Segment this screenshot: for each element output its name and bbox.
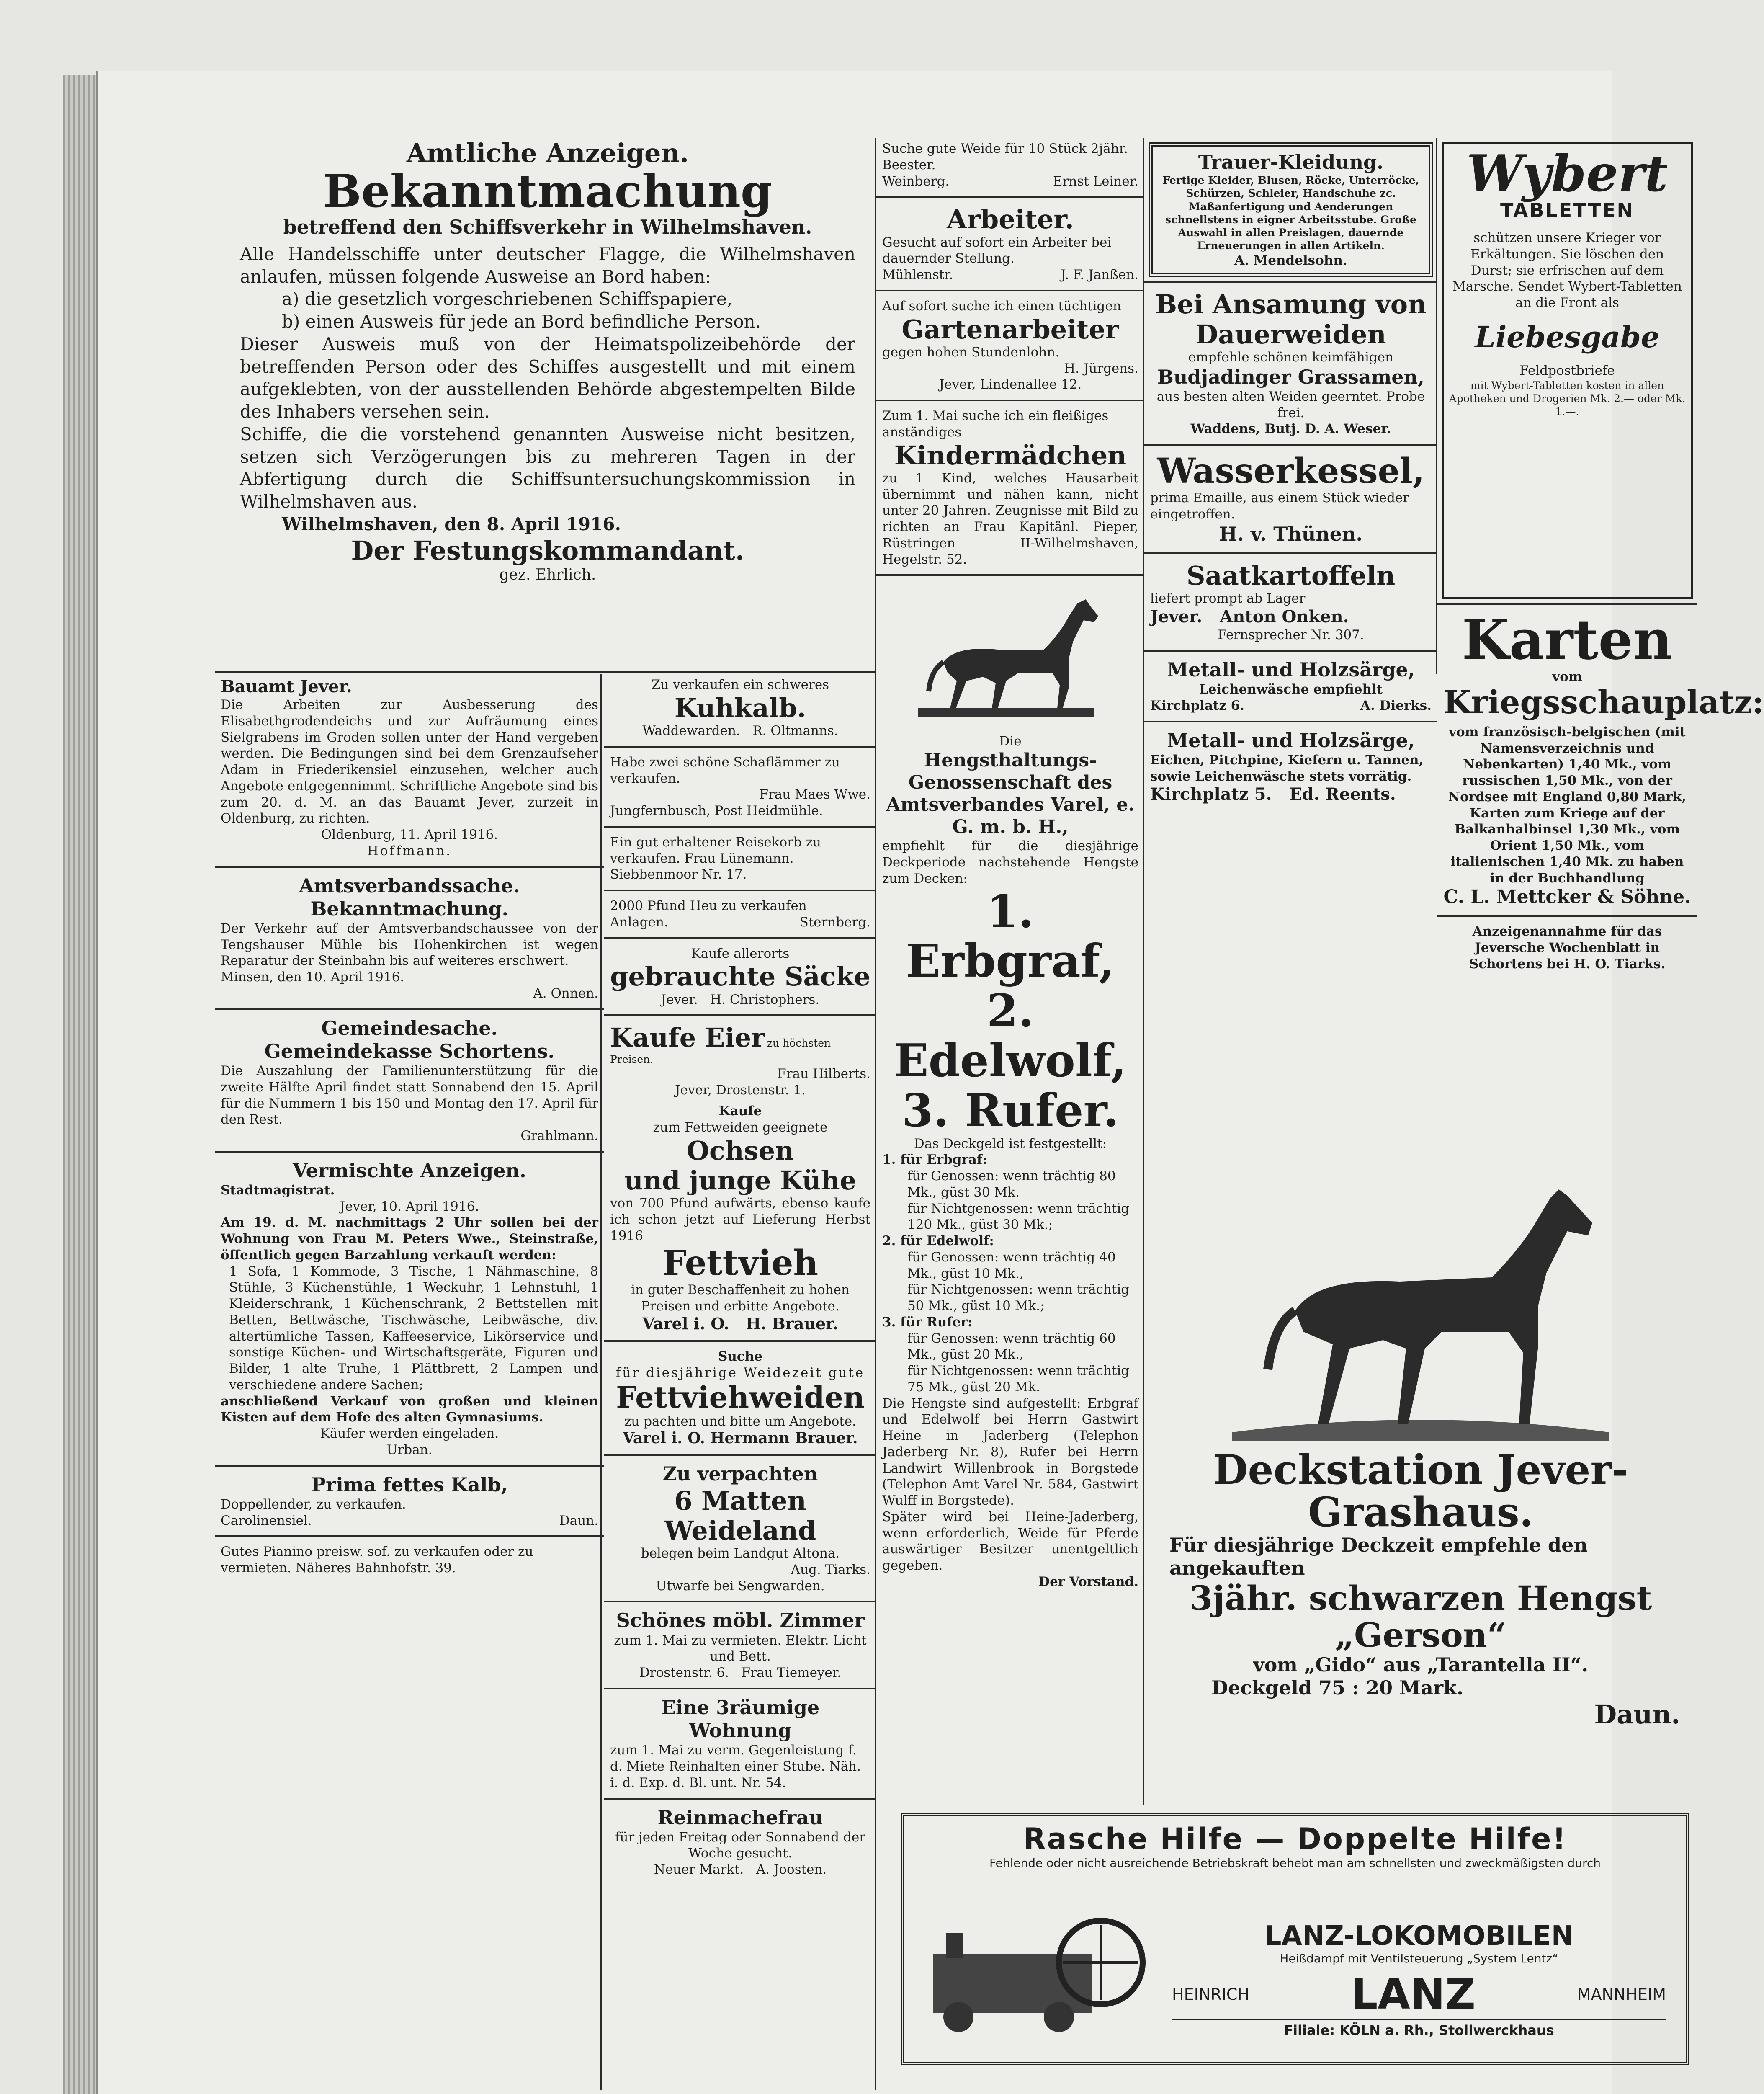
ad-signature: Varel i. O. Hermann Brauer. (623, 1429, 858, 1447)
ad-title: Wasserkessel, (1157, 451, 1425, 492)
notice-paragraph: Dieser Ausweis muß von der Heimatspolizeibehörde der betreffenden Person oder des Schiffes ausgestellt und mit einem aufgeklebten, von der ausstellenden Behörde abgestempelten Bilde des Inhabers versehen sein. (240, 333, 855, 422)
ad-items: 1 Sofa, 1 Kommode, 3 Tische, 1 Nähmaschine, 8 Stühle, 3 Küchenstühle, 1 Weckuhr, 1 Lehnstuhl, 1 Kleiderschrank, 1 Küchenschrank, 2 Bettstellen mit Betten, Bettwäsche, Tischwäsche, Leibwäsche, div. altertümliche Tassen, Kaffeeservice, Likörservice und sonstige Küchen- und Wirtschaftsgeräte, Figuren und Bilder, 1 alte Truhe, 1 Plättbrett, 2 Lampen und verschiedene andere Sachen; (229, 1264, 598, 1393)
ad-karten (1437, 608, 1764, 911)
divider (604, 1601, 876, 1602)
fee-line: für Nichtgenossen: wenn trächtig 75 Mk., güst 20 Mk. (907, 1363, 1130, 1395)
ad-name: Anton Onken. (1220, 607, 1349, 627)
ad-text: Die (999, 734, 1022, 749)
ad-text: empfehle schönen keimfähigen (1188, 350, 1393, 365)
ad-title: 3jähr. schwarzen Hengst „Gerson“ (1189, 1578, 1652, 1655)
ad-arbeiter (876, 202, 1144, 286)
ad-text: Der Verkehr auf der Amtsverbandschaussee von der Tengshauser Mühle bis Hohenkirchen ist wegen Reparatur der Steinbahn bis auf weiteres erschwert. (221, 921, 598, 969)
divider (876, 400, 1144, 401)
ad-hengsthaltung (876, 580, 1144, 1592)
divider (215, 1008, 604, 1010)
divider (604, 890, 876, 891)
ad-name: Daun. (559, 1513, 598, 1528)
ad-wybert (1442, 142, 1693, 599)
ad-bauamt (215, 674, 604, 862)
ad-place: Jever. (661, 992, 698, 1007)
ad-text: Käufer werden eingeladen. (320, 1426, 499, 1442)
ad-name: Daun. (1594, 1699, 1680, 1730)
ad-name: J. F. Janßen. (1061, 267, 1138, 283)
ad-text: Leichenwäsche empfiehlt (1199, 682, 1383, 697)
ad-text: Zum 1. Mai suche ich ein fleißiges anständiges (882, 408, 1109, 440)
ad-name: Frau Hilberts. (777, 1066, 870, 1081)
ad-place: Jever, Lindenallee 12. (939, 377, 1082, 392)
ad-deckstation (1144, 1173, 1697, 1805)
fee-line: für Nichtgenossen: wenn trächtig 50 Mk., güst 10 Mk.; (907, 1282, 1130, 1314)
ad-title: Saatkartoffeln (1186, 560, 1396, 591)
ad-title: Kuhkalb. (674, 692, 806, 723)
ad-wasserkessel (1144, 450, 1437, 548)
ad-signature: Waddens, Butj. D. A. Weser. (1190, 421, 1391, 437)
ad-name: A. Dierks. (1360, 698, 1432, 713)
divider (604, 826, 876, 828)
divider (604, 1340, 876, 1342)
divider (215, 866, 604, 868)
ad-eier (604, 1020, 876, 1101)
brand-logo: LANZ (1351, 1970, 1476, 2019)
ad-title: Metall- und Holzsärge, (1167, 658, 1415, 681)
ad-place: Utwarfe bei Sengwarden. (656, 1578, 825, 1594)
stallion-name: 3. Rufer. (901, 1084, 1119, 1137)
ad-text: liefert prompt ab Lager (1150, 591, 1306, 606)
notice-item-a: a) die gesetzlich vorgeschriebenen Schiffspapiere, (282, 289, 733, 309)
notice-subtitle: betreffend den Schiffsverkehr in Wilhelmshaven. (283, 215, 812, 238)
divider (604, 1798, 876, 1800)
ad-title: Gemeindekasse Schortens. (264, 1039, 555, 1062)
ad-text: Für diesjährige Deckzeit empfehle den angekauften (1169, 1533, 1588, 1579)
horse-illustration (893, 587, 1128, 729)
divider (1144, 281, 1437, 283)
ad-text: für diesjährige Weidezeit gute (615, 1365, 865, 1380)
brand-right: MANNHEIM (1577, 1985, 1666, 2004)
ad-text: Die Hengste sind aufgestellt: Erbgraf und Edelwolf bei Herrn Gastwirt Heine in Jaderberg (Telephon Jaderberg Nr. 8), Rufer bei Herrn Landwirt Willenbrook in Borgstede (Telephon Amt Varel Nr. 584, Gastwirt Wulff in Borgstede). (882, 1395, 1138, 1509)
section-heading: Amtliche Anzeigen. (406, 138, 689, 168)
ad-text: mit Wybert-Tabletten kosten in allen Apotheken und Drogerien Mk. 2.— oder Mk. 1.—. (1449, 379, 1686, 418)
ad-text: Kaufe allerorts (691, 946, 790, 961)
ad-headline: Rasche Hilfe — Doppelte Hilfe! (1023, 1822, 1567, 1856)
newspaper-page (96, 71, 1764, 2094)
ad-text: Die Arbeiten zur Ausbesserung des Elisabethgrodendeichs und zur Aufräumung eines Sielgrabens im Groden sollen unter der Hand vergeben werden. Die Bedingungen sind bei dem Grenzaufseher Adam in Friederikensiel einzusehen, welcher auch Angebote entgegennimmt. Schriftliche Angebote sind bis zum 20. d. M. an das Bauamt Jever, zurzeit in Oldenburg, zu richten. (221, 697, 598, 826)
divider (604, 746, 876, 748)
ad-name: A. Mendelsohn. (1234, 253, 1347, 268)
ad-text: von 700 Pfund aufwärts, ebenso kaufe ich schon jetzt auf Lieferung Herbst 1916 (610, 1196, 870, 1243)
divider (215, 1535, 604, 1537)
ad-name: A. Joosten. (756, 1862, 827, 1877)
ad-text: empfiehlt für die diesjährige Deckperiode nachstehende Hengste zum Decken: (882, 838, 1138, 886)
ad-title: Gartenarbeiter (901, 314, 1119, 345)
ad-signature: Der Vorstand. (1038, 1574, 1138, 1589)
ad-text: belegen beim Landgut Altona. (641, 1546, 840, 1561)
ad-name: H. Christophers. (710, 992, 820, 1007)
ad-title: Eine 3räumige Wohnung (661, 1696, 820, 1742)
ad-name: Frau Maes Wwe. (759, 787, 870, 802)
ad-ochsen (604, 1101, 876, 1336)
ad-trauer (1149, 142, 1433, 277)
ad-text: vom (1552, 669, 1582, 684)
ad-title: Kaufe Eier (610, 1022, 765, 1053)
ad-saerge-dierks (1144, 656, 1437, 717)
column-mid-left (604, 674, 876, 2094)
ad-text: Eichen, Pitchpine, Kiefern u. Tannen, sowie Leichenwäsche stets vorrätig. (1150, 752, 1424, 784)
ad-text: zum 1. Mai zu verm. Gegenleistung f. d. Miete Reinhalten einer Stube. Näh. i. d. Exp. d. Bl. unt. Nr. 54. (610, 1743, 861, 1790)
ad-name: R. Oltmanns. (752, 723, 838, 739)
divider (876, 196, 1144, 198)
ad-name: H. Jürgens. (1064, 361, 1138, 376)
ad-title: Fettviehweiden (616, 1380, 865, 1415)
ad-name: Frau Tiemeyer. (741, 1665, 842, 1681)
column-left (215, 674, 604, 2094)
ad-text: zum 1. Mai zu vermieten. Elektr. Licht und Bett. (614, 1632, 867, 1664)
ad-saerge-reents (1144, 727, 1437, 807)
ad-gartenarbeiter (876, 296, 1144, 395)
fee-line: für Nichtgenossen: wenn trächtig 120 Mk., güst 30 Mk.; (907, 1201, 1130, 1233)
ad-heu (604, 895, 876, 933)
ad-grassamen (1144, 287, 1437, 440)
notice-title: Bekanntmachung (323, 165, 773, 218)
ad-text: Suche gute Weide für 10 Stück 2jähr. Beester. (882, 141, 1128, 173)
ad-place: Varel i. O. (642, 1314, 729, 1333)
ad-date: Jever, 10. April 1916. (340, 1199, 479, 1214)
ad-fee: Deckgeld 75 : 20 Mark. (1211, 1676, 1464, 1699)
ad-title: und junge Kühe (624, 1165, 857, 1196)
divider (1437, 603, 1697, 605)
ad-title: Kindermädchen (894, 440, 1127, 471)
fee-heading: 3. für Rufer: (882, 1314, 973, 1330)
ad-heading: Stadtmagistrat. (221, 1182, 335, 1198)
ad-date: Minsen, den 10. April 1916. (221, 970, 404, 985)
ad-saecke (604, 943, 876, 1011)
ad-gemeinde (215, 1014, 604, 1147)
ad-title: Liebesgabe (1475, 319, 1660, 354)
divider (604, 937, 876, 939)
ad-heading: Gemeindesache. (321, 1016, 498, 1039)
divider (604, 1454, 876, 1456)
ad-signature: Hoffmann. (367, 843, 452, 859)
ad-text: Doppellender, zu verkaufen. (221, 1496, 406, 1512)
ad-zimmer (604, 1607, 876, 1683)
ad-name: Ed. Reents. (1289, 784, 1396, 805)
divider (215, 1465, 604, 1467)
ad-kalb (215, 1471, 604, 1532)
divider (1144, 552, 1437, 554)
ad-heading: Kaufe (718, 1104, 762, 1119)
divider (215, 671, 876, 673)
fee-line: für Genossen: wenn trächtig 60 Mk., güst 20 Mk., (907, 1331, 1116, 1362)
divider (604, 1014, 876, 1016)
stallion-name: 2. Edelwolf, (894, 985, 1127, 1087)
ad-heading: Zu verpachten (662, 1462, 818, 1485)
ad-name: Sternberg. (799, 914, 870, 930)
divider (1144, 650, 1437, 652)
ad-text: in guter Beschaffenheit zu hohen Preisen und erbitte Angebote. (631, 1282, 850, 1314)
ad-weideland (604, 1460, 876, 1596)
ad-title: Schönes möbl. Zimmer (616, 1609, 865, 1632)
fee-line: für Genossen: wenn trächtig 80 Mk., güst 30 Mk. (907, 1168, 1116, 1200)
ad-place: Carolinensiel. (221, 1513, 312, 1528)
ad-title: Arbeiter. (947, 204, 1074, 235)
ad-text: Heißdampf mit Ventilsteuerung „System Lentz“ (1280, 1952, 1558, 1965)
ad-text: prima Emaille, aus einem Stück wieder eingetroffen. (1150, 490, 1409, 522)
section-heading: Vermischte Anzeigen. (293, 1159, 526, 1182)
fee-heading: 2. für Edelwolf: (882, 1233, 994, 1249)
ad-place: Mühlenstr. (882, 267, 953, 283)
ad-heading: Suche (718, 1349, 763, 1364)
ad-kindermaedchen (876, 405, 1144, 570)
divider (1144, 444, 1437, 446)
ad-title: Bekanntmachung. (310, 897, 509, 920)
ad-title: Budjadinger Grassamen, (1157, 365, 1425, 388)
divider (1437, 915, 1697, 917)
ad-name: H. v. Thünen. (1219, 522, 1363, 545)
ad-fettviehweiden (604, 1346, 876, 1450)
ad-title: Karten (1462, 608, 1673, 672)
ad-text: Auf sofort suche ich einen tüchtigen (882, 298, 1121, 314)
ad-name: Ernst Leiner. (1053, 173, 1138, 189)
ad-text: gegen hohen Stundenlohn. (882, 344, 1060, 360)
ad-amtsverband (215, 872, 604, 1004)
official-notice (215, 71, 881, 674)
ad-signature: Grahlmann. (520, 1128, 598, 1143)
ad-title: Bei Ansamung von Dauerweiden (1155, 289, 1427, 350)
ad-title: Metall- und Holzsärge, (1167, 729, 1415, 752)
ad-text: Am 19. d. M. nachmittags 2 Uhr sollen bei der Wohnung von Frau M. Peters Wwe., Steinstraße, öffentlich gegen Barzahlung verkauft werden: (221, 1215, 598, 1263)
ad-title: gebrauchte Säcke (610, 961, 870, 992)
divider (215, 1151, 604, 1153)
ad-firm: C. L. Mettcker & Söhne. (1443, 886, 1691, 908)
ad-kuhkalb (604, 674, 876, 742)
ad-text: Das Deckgeld ist festgestellt: (914, 1136, 1107, 1151)
ad-text: 2000 Pfund Heu zu verkaufen (610, 898, 807, 914)
ad-text: zu pachten und bitte um Angebote. (624, 1413, 856, 1429)
ad-text: Die Auszahlung der Familienunterstützung für die zweite Hälfte April findet statt Sonnabend den 15. April für die Nummern 1 bis 150 und Montag den 17. April für den Rest. (221, 1063, 598, 1127)
divider (604, 1688, 876, 1689)
ad-place: Drostenstr. 6. (639, 1665, 729, 1681)
brand-left: HEINRICH (1172, 1985, 1249, 2004)
ad-text: Habe zwei schöne Schaflämmer zu verkaufen. (610, 754, 840, 786)
ad-text: anschließend Verkauf von großen und kleinen Kisten auf dem Hofe des alten Gymnasiums. (221, 1393, 598, 1425)
ad-heading: Amtsverbandssache. (299, 874, 520, 897)
ad-text: zu höchsten Preisen. (610, 1037, 831, 1065)
divider (1144, 721, 1437, 722)
ad-anzeigenannahme: Anzeigenannahme für das Jeversche Wochenblatt in Schortens bei H. O. Tiarks. (1469, 924, 1666, 972)
ad-text: schützen unsere Krieger vor Erkältungen. Sie löschen den Durst; sie erfrischen auf dem Marsche. Sendet Wybert-Tabletten an die Front als (1452, 230, 1682, 310)
ad-text: Fertige Kleider, Blusen, Röcke, Unterröcke, Schürzen, Schleier, Handschuhe zc. Maßanfertigung und Aenderungen schnellstens in eigner Arbeitsstube. Große Auswahl in allen Preislagen, dauernde Erneuerungen in allen Artikeln. (1162, 174, 1419, 252)
ad-reisekorb: Ein gut erhaltener Reisekorb zu verkaufen. Frau Lünemann. Siebbenmoor Nr. 17. (610, 834, 821, 882)
ad-pianino: Gutes Pianino preisw. sof. zu verkaufen oder zu vermieten. Näheres Bahnhofstr. 39. (221, 1544, 533, 1576)
notice-signature: gez. Ehrlich. (499, 566, 596, 583)
ad-place: Jever, Drostenstr. 1. (675, 1082, 806, 1098)
ad-signature: A. Onnen. (533, 985, 598, 1001)
ad-title: Fettvieh (662, 1243, 819, 1283)
ad-title: Prima fettes Kalb, (311, 1473, 508, 1496)
ad-text: zum Fettweiden geeignete (653, 1120, 828, 1135)
stallion-name: 1. Erbgraf, (906, 885, 1115, 988)
ad-title: Deckstation Jever-Grashaus. (1213, 1446, 1628, 1536)
ad-signature: Urban. (386, 1442, 433, 1457)
ad-title: Hengsthaltungs-Genossenschaft des Amtsverbandes Varel, e. G. m. b. H., (886, 750, 1135, 838)
ad-name: H. Brauer. (746, 1314, 838, 1333)
ad-title: Kriegsschauplatz: (1443, 683, 1764, 721)
ad-place: Anlagen. (610, 914, 668, 930)
ad-wohnung (604, 1694, 876, 1794)
ad-place: Kirchplatz 6. (1150, 698, 1245, 713)
ad-saatkartoffeln (1144, 558, 1437, 646)
stallion-illustration (1190, 1173, 1651, 1449)
ad-text: zu 1 Kind, welches Hausarbeit übernimmt und nähen kann, nicht unter 20 Jahren. Zeugnisse mit Bild zu richten an Frau Kapitänl. Pieper, Rüstringen II-Wilhelmshaven, Hegelstr. 52. (882, 470, 1138, 567)
ad-name: Aug. Tiarks. (791, 1562, 870, 1577)
ad-title: Reinmachefrau (657, 1806, 823, 1829)
ad-place: Kirchplatz 5. (1150, 784, 1272, 805)
notice-signer: Der Festungskommandant. (351, 535, 744, 566)
notice-item-b: b) einen Ausweis für jede an Bord befindliche Person. (282, 311, 761, 332)
ad-place: Neuer Markt. (654, 1862, 744, 1877)
notice-date: Wilhelmshaven, den 8. April 1916. (282, 513, 621, 534)
ad-text: Zu verkaufen ein schweres (651, 677, 829, 692)
ad-text: Später wird bei Heine-Jaderberg, wenn erforderlich, Weide für Pferde auswärtiger Besitzer unentgeltlich gegeben. (882, 1509, 1138, 1573)
ad-lanz (901, 1813, 1689, 2065)
divider (876, 574, 1144, 576)
ad-place: Waddewarden. (642, 723, 740, 739)
ad-heading: Bauamt Jever. (221, 677, 352, 696)
ad-text: Feldpostbriefe (1519, 363, 1615, 378)
ad-text: vom französisch-belgischen (mit Namensverzeichnis und Nebenkarten) 1,40 Mk., vom russischen 1,50 Mk., von der Nordsee mit England 0,80 Mark, Karten zum Kriege auf der Balkanhalbinsel 1,30 Mk., vom Orient 1,50 Mk., vom italienischen 1,40 Mk. zu haben in der Buchhandlung (1448, 724, 1687, 886)
fee-heading: 1. für Erbgraf: (882, 1152, 987, 1168)
ad-text: Gesucht auf sofort ein Arbeiter bei dauernder Stellung. (882, 235, 1112, 266)
locomobile-illustration (921, 1908, 1155, 2034)
ad-title: Ochsen (686, 1135, 794, 1166)
brand-sub: TABLETTEN (1500, 199, 1634, 222)
ad-text: aus besten alten Weiden geerntet. Probe frei. (1156, 389, 1425, 420)
ad-reinmachefrau (604, 1804, 876, 1880)
ad-branch: Filiale: KÖLN a. Rh., Stollwerckhaus (1172, 2019, 1666, 2038)
ad-phone: Fernsprecher Nr. 307. (1218, 627, 1364, 643)
ad-text: Fehlende oder nicht ausreichende Betriebskraft behebt man am schnellsten und zweckmäßigsten durch (989, 1856, 1601, 1870)
ad-text: für jeden Freitag oder Sonnabend der Woche gesucht. (615, 1829, 865, 1861)
ad-schaf (604, 752, 876, 822)
brand-logo: Wybert (1466, 144, 1668, 203)
ad-weide (876, 138, 1144, 192)
fee-line: für Genossen: wenn trächtig 40 Mk., güst 10 Mk., (907, 1249, 1116, 1281)
ad-place: Jever. (1150, 607, 1203, 627)
notice-paragraph: Alle Handelsschiffe unter deutscher Flagge, die Wilhelmshaven anlaufen, müssen folgende Ausweise an Bord haben: (240, 243, 855, 287)
ad-date: Oldenburg, 11. April 1916. (321, 827, 498, 842)
divider (876, 290, 1144, 291)
ad-place: Jungfernbusch, Post Heidmühle. (610, 803, 823, 819)
column-mid (876, 71, 1144, 2094)
ad-text: vom „Gido“ aus „Tarantella II“. (1253, 1653, 1589, 1676)
ad-stadtmagistrat (215, 1157, 604, 1461)
ad-place: Weinberg. (882, 173, 950, 189)
ad-title: 6 Matten Weideland (664, 1485, 816, 1546)
notice-paragraph: Schiffe, die die vorstehend genannten Ausweise nicht besitzen, setzen sich Verzögerungen bis zu mehreren Tagen in der Abfertigung durch die Schiffsuntersuchungskommission in Wilhelmshaven aus. (240, 423, 855, 512)
ad-title: Trauer-Kleidung. (1198, 151, 1384, 173)
product-name: LANZ-LOKOMOBILEN (1264, 1921, 1574, 1952)
